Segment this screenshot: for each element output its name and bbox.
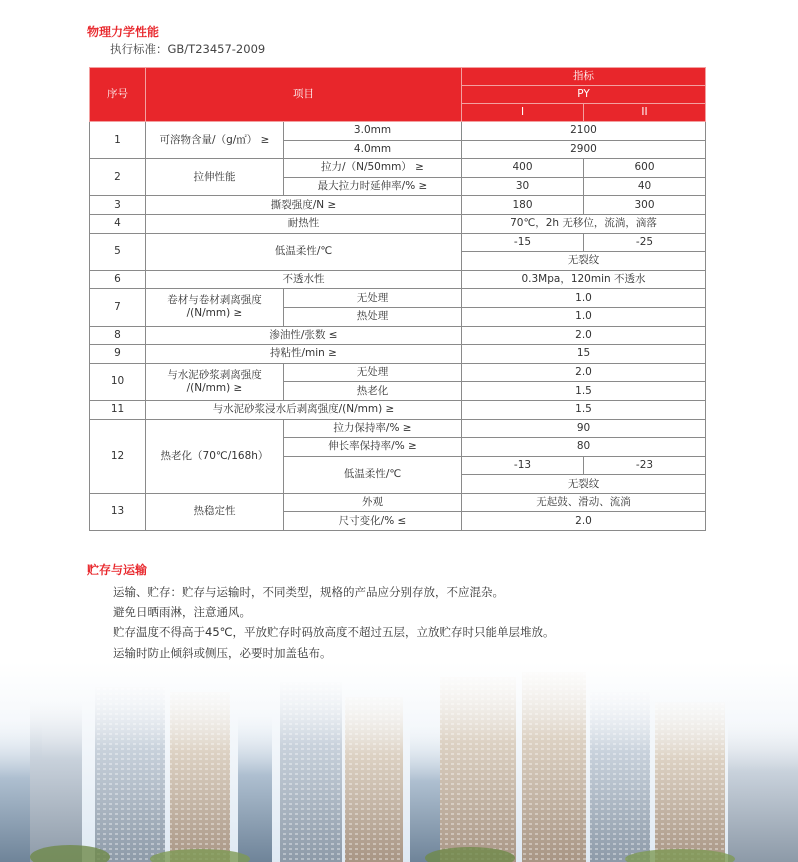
row-item	[146, 289, 284, 326]
table-row	[90, 289, 706, 308]
row-item: 热稳定性	[146, 493, 284, 530]
row-seq: 12	[90, 419, 146, 493]
row-value-2: -25	[584, 233, 706, 252]
row-seq: 11	[90, 400, 146, 419]
row-item: 耐热性	[146, 214, 462, 233]
row-value: 15	[462, 345, 706, 364]
row-item	[146, 363, 284, 400]
row-subitem: 外观	[284, 493, 462, 512]
row-subitem: 伸长率保持率/% ≥	[284, 438, 462, 457]
header-seq: 序号	[90, 68, 146, 122]
storage-line: 运输、贮存：贮存与运输时，不同类型，规格的产品应分别存放，不应混杂。	[113, 585, 504, 599]
row-item: 拉伸性能	[146, 159, 284, 196]
row-value: 2.0	[462, 363, 706, 382]
header-grade-1: I	[462, 104, 584, 122]
table-row	[90, 326, 706, 345]
header-indicator: 指标	[462, 68, 706, 86]
row-value: 1.5	[462, 382, 706, 401]
row-item-line-2: /(N/mm) ≥	[186, 307, 243, 320]
table-row	[90, 419, 706, 438]
storage-line: 运输时防止倾斜或侧压，必要时加盖毡布。	[113, 645, 332, 660]
header-item: 项目	[146, 68, 462, 122]
row-item: 渗油性/张数 ≤	[146, 326, 462, 345]
section-title-properties: 物理力学性能	[87, 25, 160, 39]
row-subitem: 拉力保持率/% ≥	[284, 419, 462, 438]
row-item: 撕裂强度/N ≥	[146, 196, 462, 215]
row-item: 不透水性	[146, 270, 462, 289]
row-subitem: 4.0mm	[284, 140, 462, 159]
header-grade-2: II	[584, 104, 706, 122]
row-value: 80	[462, 438, 706, 457]
table-row	[90, 159, 706, 178]
row-seq: 4	[90, 214, 146, 233]
row-note: 无裂纹	[462, 252, 706, 271]
row-value-2: -23	[584, 456, 706, 475]
table-row	[90, 363, 706, 382]
row-subitem: 无处理	[284, 289, 462, 308]
table-row	[90, 214, 706, 233]
row-item: 持粘性/min ≥	[146, 345, 462, 364]
row-subitem: 拉力/（N/50mm） ≥	[284, 159, 462, 178]
table-row	[90, 233, 706, 252]
row-value: 2.0	[462, 326, 706, 345]
row-value: 90	[462, 419, 706, 438]
row-value: 1.0	[462, 307, 706, 326]
table-row	[90, 400, 706, 419]
row-subitem: 低温柔性/℃	[284, 456, 462, 493]
row-item: 热老化（70℃/168h）	[146, 419, 284, 493]
row-item: 与水泥砂浆浸水后剥离强度/(N/mm) ≥	[146, 400, 462, 419]
row-value-2: 40	[584, 177, 706, 196]
row-seq: 13	[90, 493, 146, 530]
section-title-storage: 贮存与运输	[87, 563, 148, 577]
row-value: 2100	[462, 122, 706, 141]
row-subitem: 无处理	[284, 363, 462, 382]
row-value-2: 300	[584, 196, 706, 215]
row-subitem: 3.0mm	[284, 122, 462, 141]
row-value: 无起鼓、滑动、流淌	[462, 493, 706, 512]
row-value: 0.3Mpa，120min 不透水	[462, 270, 706, 289]
row-value-1: 30	[462, 177, 584, 196]
standard-line: 执行标准：GB/T23457-2009	[110, 42, 266, 56]
row-value-1: -13	[462, 456, 584, 475]
table-row	[90, 493, 706, 512]
row-subitem: 热老化	[284, 382, 462, 401]
row-seq: 10	[90, 363, 146, 400]
row-value: 1.0	[462, 289, 706, 308]
row-seq: 7	[90, 289, 146, 326]
row-seq: 1	[90, 122, 146, 159]
row-seq: 6	[90, 270, 146, 289]
properties-table	[89, 67, 706, 531]
row-value: 2900	[462, 140, 706, 159]
row-value-1: 400	[462, 159, 584, 178]
row-item: 低温柔性/℃	[146, 233, 462, 270]
row-seq: 3	[90, 196, 146, 215]
row-value-2: 600	[584, 159, 706, 178]
row-item-line-2: /(N/mm) ≥	[186, 381, 243, 394]
table-row	[90, 196, 706, 215]
city-skyline-image	[0, 662, 798, 862]
row-item: 可溶物含量/（g/㎡） ≥	[146, 122, 284, 159]
row-subitem: 热处理	[284, 307, 462, 326]
header-py: PY	[462, 86, 706, 104]
row-subitem: 最大拉力时延伸率/% ≥	[284, 177, 462, 196]
row-seq: 5	[90, 233, 146, 270]
table-row	[90, 270, 706, 289]
table-row	[90, 122, 706, 141]
row-value-1: 180	[462, 196, 584, 215]
row-value: 1.5	[462, 400, 706, 419]
table-row	[90, 345, 706, 364]
row-note: 无裂纹	[462, 475, 706, 494]
row-seq: 2	[90, 159, 146, 196]
row-value-1: -15	[462, 233, 584, 252]
row-item-line-1: 与水泥砂浆剥离强度	[167, 368, 262, 381]
row-subitem: 尺寸变化/% ≤	[284, 512, 462, 531]
row-item-line-1: 卷材与卷材剥离强度	[167, 294, 262, 307]
row-value: 2.0	[462, 512, 706, 531]
row-seq: 8	[90, 326, 146, 345]
row-seq: 9	[90, 345, 146, 364]
storage-line: 贮存温度不得高于45℃，平放贮存时码放高度不超过五层，立放贮存时只能单层堆放。	[113, 625, 555, 640]
storage-line: 避免日晒雨淋，注意通风。	[113, 605, 251, 620]
header-row	[90, 68, 706, 86]
row-value: 70℃，2h 无移位，流淌，滴落	[462, 214, 706, 233]
